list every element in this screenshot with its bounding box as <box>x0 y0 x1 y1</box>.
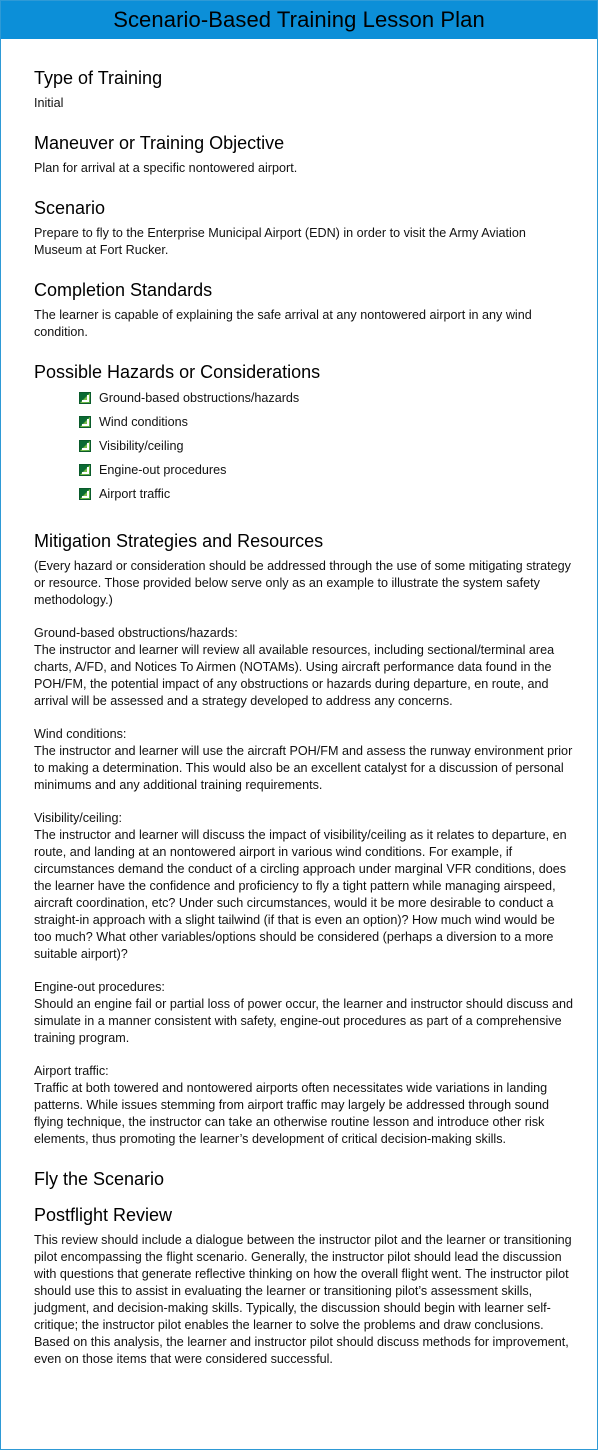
page-title: Scenario-Based Training Lesson Plan <box>113 7 485 32</box>
mitigation-block-title: Airport traffic: <box>34 1064 109 1078</box>
checkbox-bullet-icon <box>79 488 91 500</box>
mitigation-block-body: Traffic at both towered and nontowered airports often necessitates wide variations in landing patterns. While issues stemming from airport traffic may largely be addressed through sound flying technique, the instructor can take an otherwise routine lesson and introduce other risk elements, thus promoting the learner’s development of critical decision-making skills. <box>34 1081 549 1146</box>
mitigation-block-title: Wind conditions: <box>34 727 127 741</box>
hazard-label: Ground-based obstructions/hazards <box>99 391 300 405</box>
title-bar <box>1 1 597 39</box>
checkbox-bullet-icon <box>79 392 91 404</box>
type-body: Initial <box>34 96 64 110</box>
objective-body: Plan for arrival at a specific nontowered airport. <box>34 161 298 175</box>
postflight-heading: Postflight Review <box>34 1205 173 1225</box>
scenario-heading: Scenario <box>34 198 106 218</box>
content <box>34 51 574 1368</box>
hazard-label: Airport traffic <box>99 487 171 501</box>
list-item <box>79 458 574 482</box>
list-item <box>79 482 574 506</box>
mitigation-block-body: The instructor and learner will use the aircraft POH/FM and assess the runway environment prior to making a determination. This would also be an excellent catalyst for a discussion of personal minimums and any additional training requirements. <box>34 744 573 792</box>
mitigation-heading: Mitigation Strategies and Resources <box>34 531 324 551</box>
hazard-label: Engine-out procedures <box>99 463 227 477</box>
hazards-list <box>34 386 574 506</box>
mitigation-block-body: Should an engine fail or partial loss of power occur, the learner and instructor should discuss and simulate in a manner consistent with safety, engine-out procedures as part of a comprehensive training program. <box>34 997 574 1045</box>
hazard-label: Wind conditions <box>99 415 188 429</box>
checkbox-bullet-icon <box>79 440 91 452</box>
list-item <box>79 434 574 458</box>
checkbox-bullet-icon <box>79 464 91 476</box>
postflight-body: This review should include a dialogue between the instructor pilot and the learner or transitioning pilot encompassing the flight scenario. Generally, the instructor pilot should lead the discussion with questions that generate reflective thinking on how the overall flight went. The instructor pilot should use this to assist in evaluating the learner or transitioning pilot’s assessment skills, judgment, and decision-making skills. Typically, the discussion should begin with learner self-critique; the instructor pilot enables the learner to solve the problems and draw conclusions. Based on this analysis, the learner and instructor pilot should discuss methods for improvement, even on those items that were considered successful. <box>34 1233 572 1366</box>
mitigation-block-body: The instructor and learner will review all available resources, including sectional/terminal area charts, A/FD, and Notices To Airmen (NOTAMs). Using aircraft performance data found in the POH/FM, the potential impact of any obstructions or hazards during departure, en route, and arrival will be assessed and a strategy developed to address any concerns. <box>34 643 555 708</box>
list-item <box>79 410 574 434</box>
mitigation-intro: (Every hazard or consideration should be addressed through the use of some mitigating strategy or resource. Those provided below serve only as an example to illustrate the system safety methodology.) <box>34 559 571 607</box>
completion-body: The learner is capable of explaining the safe arrival at any nontowered airport in any wind condition. <box>34 308 532 339</box>
mitigation-block-title: Ground-based obstructions/hazards: <box>34 626 238 640</box>
objective-heading: Maneuver or Training Objective <box>34 133 285 153</box>
list-item <box>79 386 574 410</box>
mitigation-block-body: The instructor and learner will discuss the impact of visibility/ceiling as it relates to departure, en route, and landing at an nontowered airport in various wind conditions. For example, if circumstances demand the conduct of a circling approach under marginal VFR conditions, does the learner have the confidence and proficiency to fly a tight pattern while managing airspeed, aircraft coordination, etc? Under such circumstances, would it be more desirable to conduct a straight-in approach with a slight tailwind (if that is even an option)? How much wind would be too much? What other variables/options should be considered (perhaps a diversion to a more suitable airport)? <box>34 828 567 961</box>
checkbox-bullet-icon <box>79 416 91 428</box>
mitigation-block-title: Visibility/ceiling: <box>34 811 122 825</box>
hazards-heading: Possible Hazards or Considerations <box>34 362 321 382</box>
scenario-body: Prepare to fly to the Enterprise Municipal Airport (EDN) in order to visit the Army Aviation Museum at Fort Rucker. <box>34 226 526 257</box>
mitigation-block-title: Engine-out procedures: <box>34 980 165 994</box>
fly-heading: Fly the Scenario <box>34 1169 165 1189</box>
type-heading: Type of Training <box>34 68 163 88</box>
hazard-label: Visibility/ceiling <box>99 439 184 453</box>
completion-heading: Completion Standards <box>34 280 213 300</box>
